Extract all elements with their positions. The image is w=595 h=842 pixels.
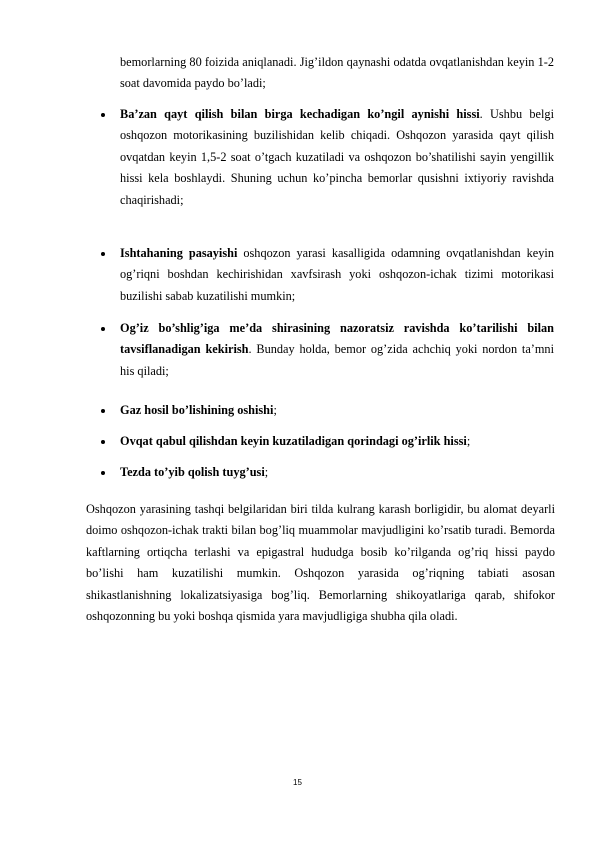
page-number: 15	[293, 778, 302, 787]
list-item-text	[120, 462, 554, 483]
list-item	[120, 104, 554, 211]
list-item-bold: Ba’zan qayt qilish bilan birga kechadigan ko’ngil aynishi hissi	[120, 107, 480, 121]
list-item-text	[120, 104, 554, 211]
list-item	[120, 243, 554, 307]
list-item	[120, 318, 554, 382]
bullet-icon	[101, 471, 105, 475]
list-item-rest: ;	[264, 465, 269, 479]
list-item-text	[120, 243, 554, 307]
bullet-icon	[101, 409, 105, 413]
bullet-icon	[101, 113, 105, 117]
list-item-rest: ;	[273, 403, 277, 417]
list-item-rest: . Ushbu belgi oshqozon motorikasining buzilishidan kelib chiqadi. Oshqozon yarasida qayt qilish ovqatdan keyin 1,5-2 soat o’tgach kuzatiladi va oshqozon bo’shatilishi sayin yengillik hissi kela boshlaydi. Shuning uchun ko’pincha bemorlar qusishni ixtiyoriy ravishda chaqirishadi;	[120, 107, 554, 207]
list-item-rest: oshqozon yarasi kasalligida odamning ovqatlanishdan keyin og’riqni boshdan kechirishidan xavfsirash yoki oshqozon-ichak tizimi motorikasi buzilishi sabab kuzatilishi mumkin;	[120, 246, 554, 303]
list-item-rest: . Bunday holda, bemor og’zida achchiq yoki nordon ta’mni his qiladi;	[120, 342, 554, 378]
bullet-icon	[101, 440, 105, 444]
list-item-bold: Ishtahaning pasayishi	[120, 246, 238, 260]
list-item-bold: Tezda to’yib qolish tuyg’usi	[120, 465, 265, 479]
continuation-text: bemorlarning 80 foizida aniqlanadi. Jig’ildon qaynashi odatda ovqatlanishdan keyin 1-2 soat davomida paydo bo’ladi;	[120, 55, 554, 91]
list-item	[120, 431, 554, 452]
list-item	[120, 462, 554, 483]
bullet-icon	[101, 327, 105, 331]
body-paragraph: Oshqozon yarasining tashqi belgilaridan biri tilda kulrang karash borligidir, bu alomat deyarli doimo oshqozon-ichak trakti bilan bog’liq muammolar mavjudligini ko’rsatib turadi. Bemorda kaftlarning ortiqcha terlashi va epigastral hududga bosib ko’rilganda og’riq hissi paydo bo’lishi ham kuzatilishi mumkin. Oshqozon yarasida og’riqning tabiati asosan shikastlanishning lokalizatsiyasiga bog’liq. Bemorlarning shikoyatlariga qarab, shifokor oshqozonning bu yoki boshqa qismida yara mavjudligiga shubha qila oladi.	[86, 502, 555, 624]
bullet-icon	[101, 252, 105, 256]
list-item-text	[120, 400, 554, 421]
list-item-text	[120, 318, 554, 382]
list-item-text	[120, 431, 554, 452]
list-item-bold: Og’iz bo’shlig’iga me’da shirasining nazoratsiz ravishda ko’tarilishi bilan tavsiflanadigan kekirish	[120, 321, 554, 357]
list-item-bold: Ovqat qabul qilishdan keyin kuzatiladigan qorindagi og’irlik hissi	[120, 434, 467, 448]
list-item-rest: ;	[466, 434, 471, 448]
list-item-bold: Gaz hosil bo’lishining oshishi	[120, 403, 274, 417]
list-item	[120, 400, 554, 421]
